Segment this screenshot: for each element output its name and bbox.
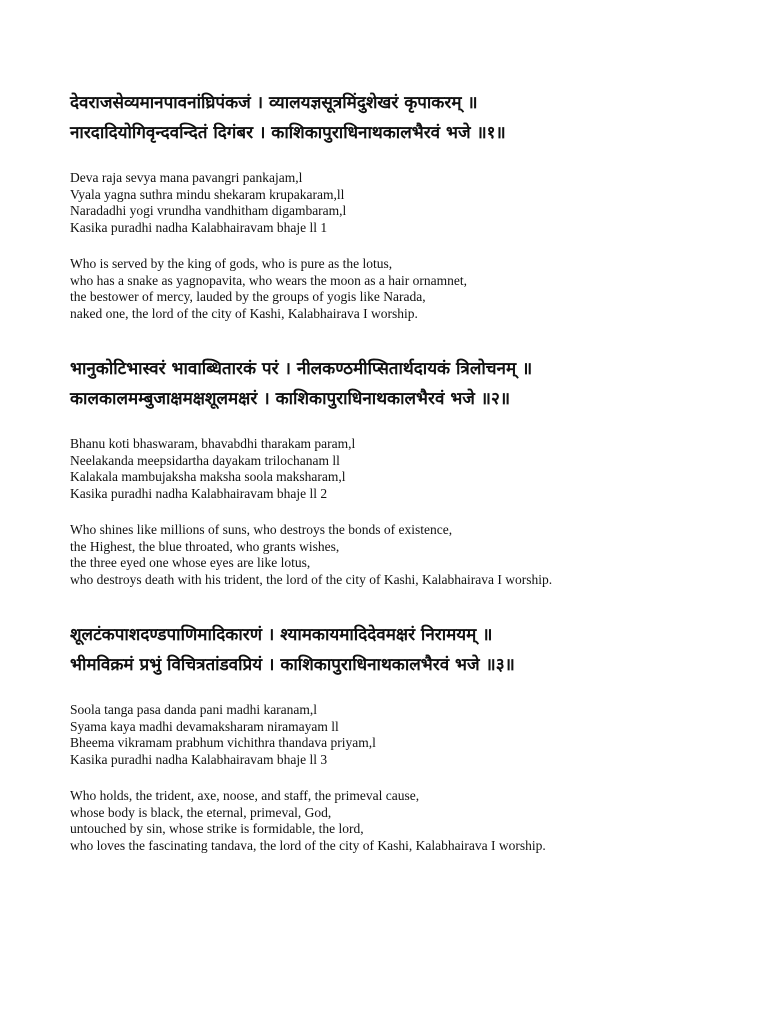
transliteration-line: Bheema vikramam prabhum vichithra thandava priyam,l	[70, 735, 376, 750]
sanskrit-text	[70, 354, 750, 414]
transliteration-text	[70, 702, 750, 768]
translation-text	[70, 256, 750, 322]
sanskrit-line: देवराजसेव्यमानपावनांघ्रिपंकजं । व्यालयज्ञसूत्रमिंदुशेखरं कृपाकरम् ॥	[70, 93, 478, 113]
translation-text	[70, 788, 750, 854]
translation-text	[70, 522, 750, 588]
verse-1	[70, 88, 750, 322]
sanskrit-line: भीमविक्रमं प्रभुं विचित्रतांडवप्रियं । काशिकापुराधिनाथकालभैरवं भजे ॥३॥	[70, 655, 515, 675]
translation-line: Who shines like millions of suns, who destroys the bonds of existence,	[70, 522, 453, 537]
transliteration-line: Vyala yagna suthra mindu shekaram krupakaram,ll	[70, 186, 345, 202]
transliteration-line: Kasika puradhi nadha Kalabhairavam bhaje ll 1	[70, 219, 328, 235]
sanskrit-text	[70, 620, 750, 680]
translation-line: untouched by sin, whose strike is formidable, the lord,	[70, 821, 364, 836]
transliteration-text	[70, 170, 750, 236]
transliteration-line: Naradadhi yogi vrundha vandhitham digambaram,l	[70, 203, 347, 218]
transliteration-line: Kasika puradhi nadha Kalabhairavam bhaje ll 3	[70, 751, 328, 767]
transliteration-line: Soola tanga pasa danda pani madhi karanam,l	[70, 702, 318, 717]
transliteration-line: Deva raja sevya mana pavangri pankajam,l	[70, 170, 303, 185]
verse-3	[70, 620, 750, 854]
translation-line: who has a snake as yagnopavita, who wears the moon as a hair ornamnet,	[70, 272, 468, 288]
document-page	[70, 88, 750, 854]
translation-line: the three eyed one whose eyes are like lotus,	[70, 555, 311, 570]
transliteration-line: Bhanu koti bhaswaram, bhavabdhi tharakam param,l	[70, 436, 356, 451]
verse-2	[70, 354, 750, 588]
translation-line: Who holds, the trident, axe, noose, and staff, the primeval cause,	[70, 788, 420, 803]
translation-line: who destroys death with his trident, the lord of the city of Kashi, Kalabhairava I worship.	[70, 571, 553, 587]
transliteration-text	[70, 436, 750, 502]
translation-line: the bestower of mercy, lauded by the groups of yogis like Narada,	[70, 289, 426, 304]
translation-line: who loves the fascinating tandava, the lord of the city of Kashi, Kalabhairava I worship.	[70, 837, 546, 853]
sanskrit-line: भानुकोटिभास्वरं भावाब्धितारकं परं । नीलकण्ठमीप्सितार्थदायकं त्रिलोचनम् ॥	[70, 359, 533, 379]
translation-line: naked one, the lord of the city of Kashi, Kalabhairava I worship.	[70, 305, 418, 321]
transliteration-line: Kalakala mambujaksha maksha soola maksharam,l	[70, 469, 346, 484]
transliteration-line: Kasika puradhi nadha Kalabhairavam bhaje ll 2	[70, 485, 328, 501]
sanskrit-line: कालकालमम्बुजाक्षमक्षशूलमक्षरं । काशिकापुराधिनाथकालभैरवं भजे ॥२॥	[70, 389, 511, 409]
translation-line: whose body is black, the eternal, primeval, God,	[70, 804, 332, 820]
transliteration-line: Syama kaya madhi devamaksharam niramayam ll	[70, 718, 339, 734]
transliteration-line: Neelakanda meepsidartha dayakam trilochanam ll	[70, 452, 340, 468]
sanskrit-text	[70, 88, 750, 148]
sanskrit-line: नारदादियोगिवृन्दवन्दितं दिगंबर । काशिकापुराधिनाथकालभैरवं भजे ॥१॥	[70, 123, 506, 143]
sanskrit-line: शूलटंकपाशदण्डपाणिमादिकारणं । श्यामकायमादिदेवमक्षरं निरामयम् ॥	[70, 625, 493, 645]
translation-line: the Highest, the blue throated, who grants wishes,	[70, 538, 340, 554]
translation-line: Who is served by the king of gods, who is pure as the lotus,	[70, 256, 393, 271]
